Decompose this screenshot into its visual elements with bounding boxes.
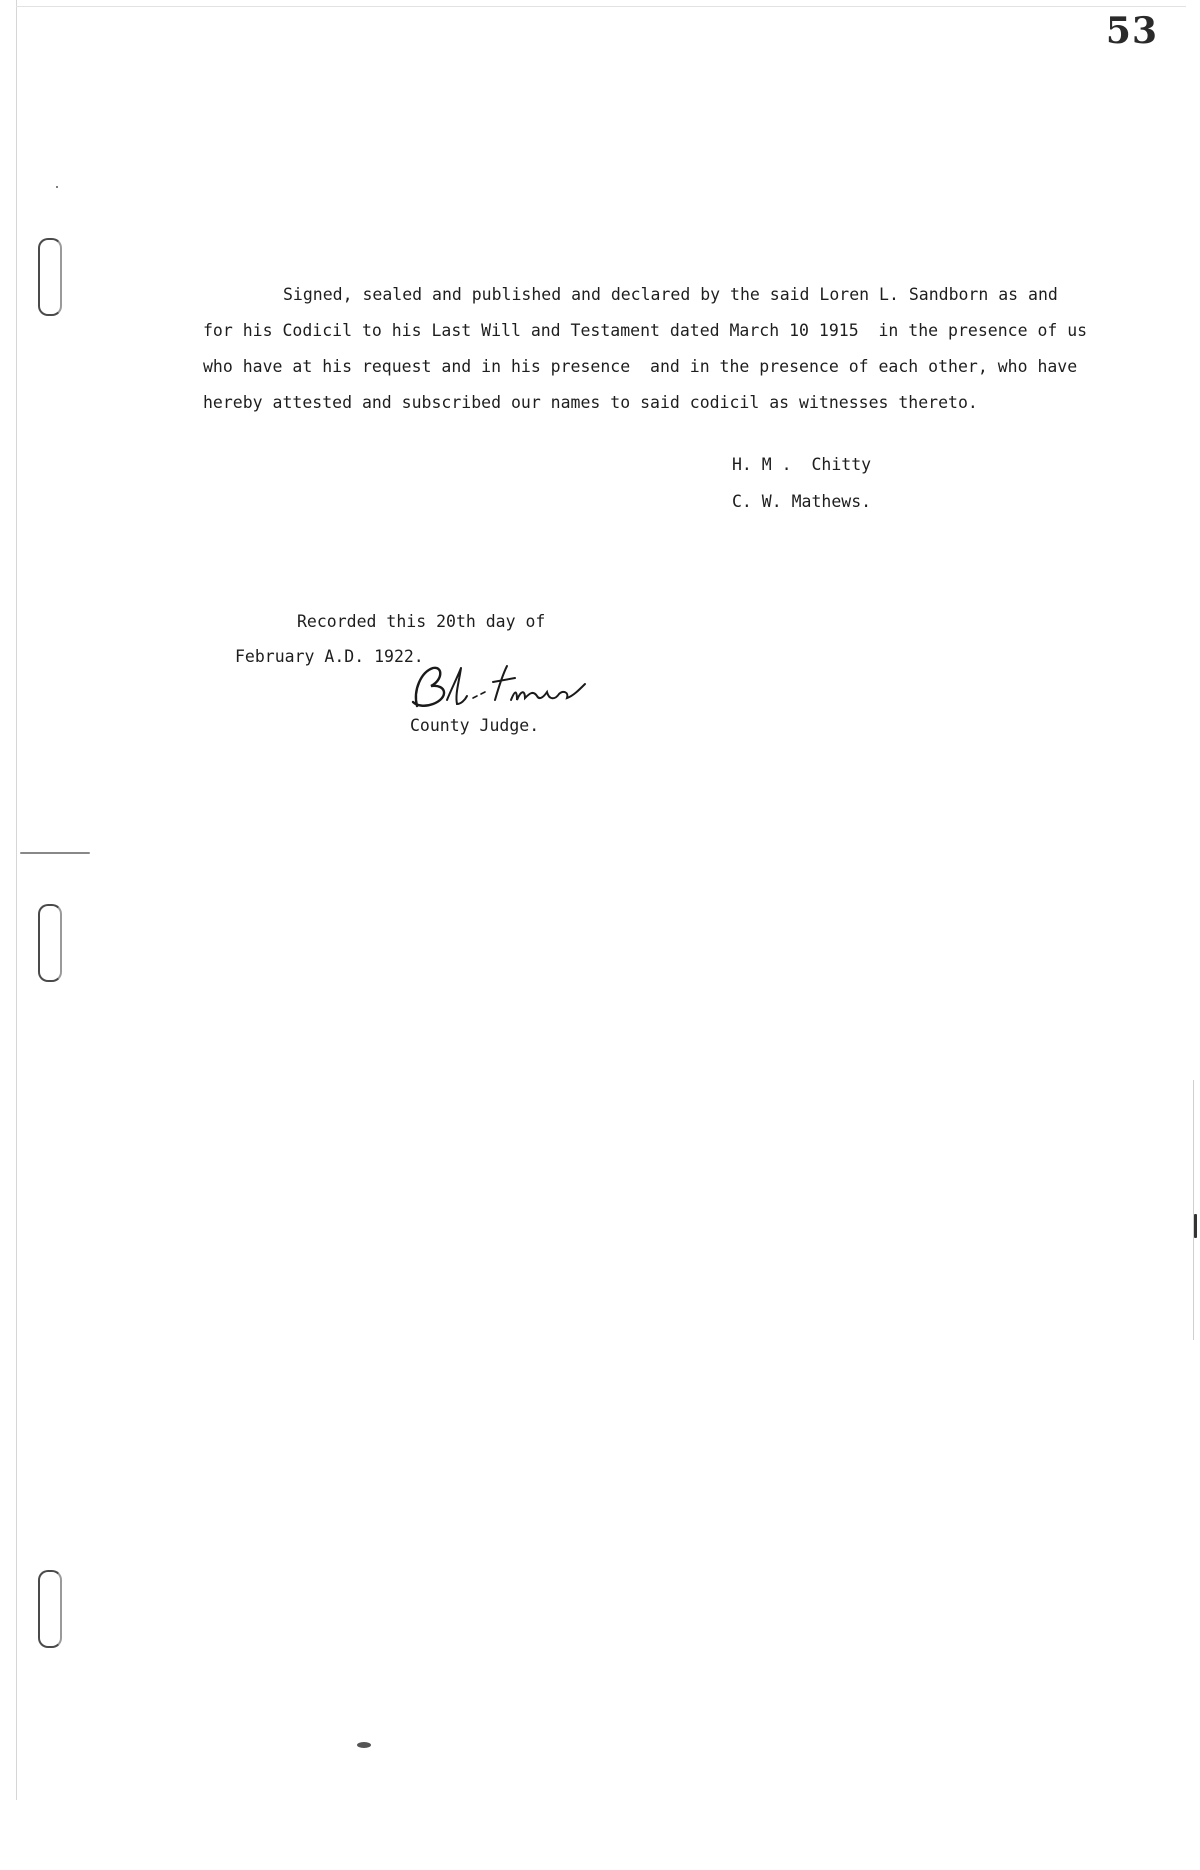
page-number: 53 [1105,10,1158,52]
ink-blot [357,1742,371,1748]
top-edge-rule [16,6,1186,7]
edge-mark [1194,1214,1197,1238]
paragraph-line: Signed, sealed and published and declared by the said Loren L. Sandborn as and [283,285,1058,304]
dust-speck [56,186,58,188]
scan-mark [20,852,90,854]
witness-name: H. M . Chitty [732,455,872,474]
witness-name: C. W. Mathews. [732,492,872,511]
paragraph-line: hereby attested and subscribed our names to said codicil as witnesses thereto. [203,393,978,412]
right-edge-rule [1193,1080,1194,1340]
punch-hole-middle [38,904,62,982]
county-judge-title: County Judge. [410,716,540,735]
recorded-date-line: Recorded this 20th day of [297,612,546,631]
paragraph-line: who have at his request and in his presence and in the presence of each other, who have [203,357,1078,376]
county-judge-signature [403,660,593,724]
codicil-attestation-paragraph [203,277,1163,421]
punch-hole-top [38,238,62,316]
recorded-year-line: February A.D. 1922. [235,647,424,666]
punch-hole-bottom [38,1570,62,1648]
paragraph-line: for his Codicil to his Last Will and Testament dated March 10 1915 in the presence of us [203,321,1088,340]
left-margin-rule [16,0,17,1800]
